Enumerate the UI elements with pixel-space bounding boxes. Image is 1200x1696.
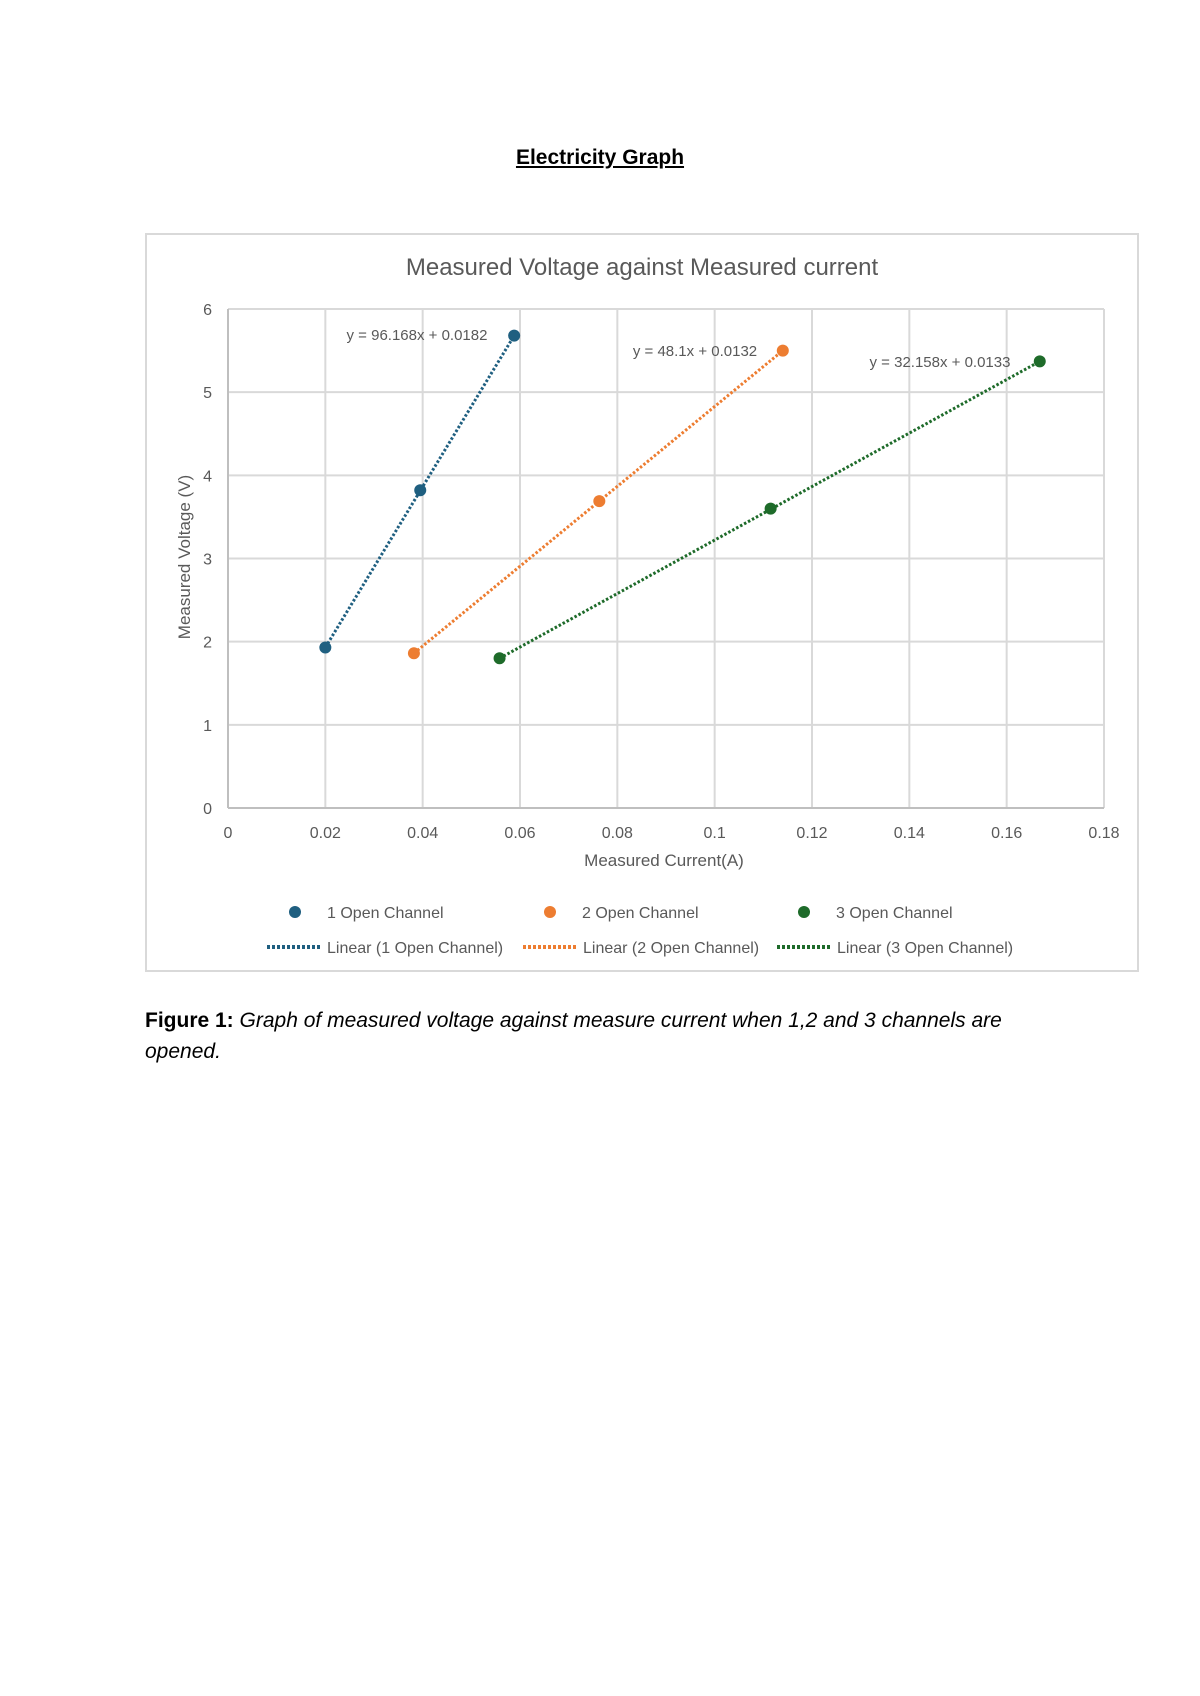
data-point <box>414 484 426 496</box>
tick-labels <box>203 302 1120 842</box>
data-point <box>508 330 520 342</box>
y-axis-label: Measured Voltage (V) <box>175 474 194 640</box>
legend <box>267 905 1013 957</box>
y-tick-label: 2 <box>203 634 212 652</box>
data-point <box>593 495 605 507</box>
trend-equation-3: y = 32.158x + 0.0133 <box>869 354 1011 371</box>
data-point <box>408 647 420 659</box>
series <box>319 327 1045 664</box>
legend-trend-label-3: Linear (3 Open Channel) <box>837 940 1014 957</box>
data-point <box>777 345 789 357</box>
x-tick-label: 0.18 <box>1088 825 1120 842</box>
figure-caption <box>145 1005 1075 1067</box>
legend-marker-2 <box>544 906 556 918</box>
trend-equation-2: y = 48.1x + 0.0132 <box>632 343 758 360</box>
legend-trend-label-1: Linear (1 Open Channel) <box>327 940 504 957</box>
y-tick-label: 1 <box>203 717 212 735</box>
page-heading: Electricity Graph <box>515 146 685 169</box>
series-1 <box>319 327 520 653</box>
series-2 <box>408 343 789 659</box>
x-tick-label: 0.08 <box>601 825 633 842</box>
series-3 <box>494 354 1046 664</box>
data-point <box>319 641 331 653</box>
x-tick-label: 0.12 <box>796 825 828 842</box>
grid <box>228 309 1104 808</box>
x-tick-label: 0.16 <box>991 825 1023 842</box>
x-tick-label: 0 <box>223 825 233 842</box>
trend-equation-1: y = 96.168x + 0.0182 <box>346 327 488 344</box>
caption-text: Graph of measured voltage against measure current when 1,2 and 3 channels are opened. <box>145 1009 1002 1063</box>
x-tick-label: 0.04 <box>407 825 439 842</box>
y-tick-label: 5 <box>203 385 212 403</box>
legend-marker-3 <box>798 906 810 918</box>
data-point <box>1034 355 1046 367</box>
y-tick-label: 6 <box>203 302 212 319</box>
y-tick-label: 3 <box>203 551 212 569</box>
data-point <box>765 503 777 515</box>
legend-series-label-2: 2 Open Channel <box>582 905 699 922</box>
legend-trend-label-2: Linear (2 Open Channel) <box>583 940 760 957</box>
y-tick-label: 0 <box>203 801 212 818</box>
caption-label: Figure 1: <box>145 1009 234 1032</box>
data-point <box>494 652 506 664</box>
y-tick-label: 4 <box>203 468 212 486</box>
x-tick-label: 0.1 <box>703 825 726 842</box>
legend-series-label-1: 1 Open Channel <box>327 905 444 922</box>
x-tick-label: 0.02 <box>309 825 341 842</box>
legend-marker-1 <box>289 906 301 918</box>
x-axis-label: Measured Current(A) <box>584 851 744 870</box>
legend-series-label-3: 3 Open Channel <box>836 905 953 922</box>
x-tick-label: 0.06 <box>504 825 536 842</box>
x-tick-label: 0.14 <box>893 825 925 842</box>
chart-title: Measured Voltage against Measured current <box>405 254 879 281</box>
